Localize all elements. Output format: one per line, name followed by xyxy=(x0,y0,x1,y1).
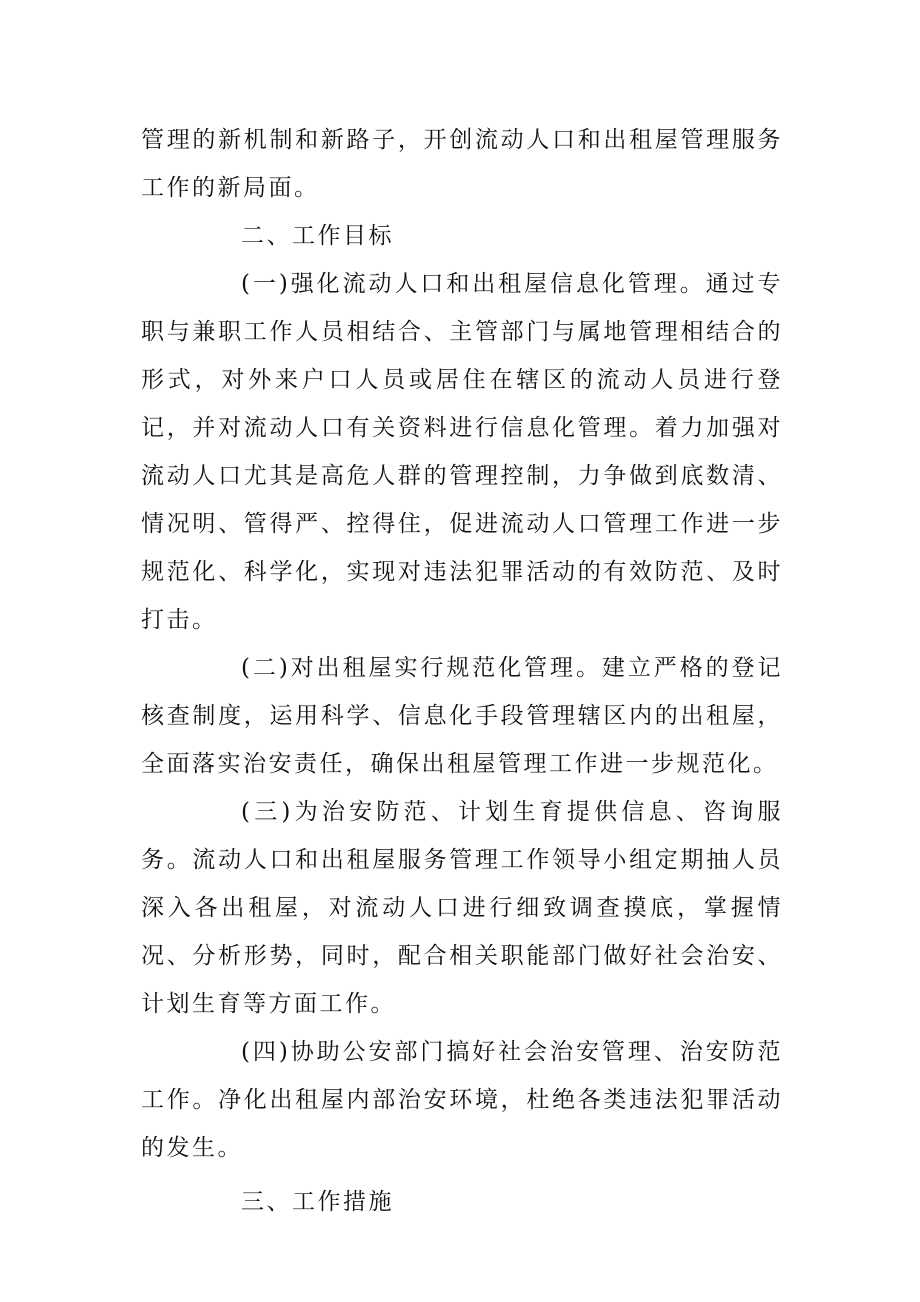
paragraph-goal-1: (一)强化流动人口和出租屋信息化管理。通过专职与兼职工作人员相结合、主管部门与属地管理相结合的形式，对外来户口人员或居住在辖区的流动人员进行登记，并对流动人口有关资料进行信息化管理。着力加强对流动人口尤其是高危人群的管理控制，力争做到底数清、情况明、管得严、控得住，促进流动人口管理工作进一步规范化、科学化，实现对违法犯罪活动的有效防范、及时打击。 xyxy=(141,271,783,633)
paragraph-goal-3: (三)为治安防范、计划生育提供信息、咨询服务。流动人口和出租屋服务管理工作领导小组定期抽人员深入各出租屋，对流动人口进行细致调查摸底，掌握情况、分析形势，同时，配合相关职能部门做好社会治安、计划生育等方面工作。 xyxy=(141,799,783,1017)
paragraph-goal-2: (二)对出租屋实行规范化管理。建立严格的登记核查制度，运用科学、信息化手段管理辖区内的出租屋，全面落实治安责任，确保出租屋管理工作进一步规范化。 xyxy=(141,655,783,777)
paragraph-continuation: 管理的新机制和新路子，开创流动人口和出租屋管理服务工作的新局面。 xyxy=(141,127,783,201)
section-heading-goals: 二、工作目标 xyxy=(241,223,394,249)
section-heading-measures: 三、工作措施 xyxy=(241,1189,394,1215)
paragraph-goal-4: (四)协助公安部门搞好社会治安管理、治安防范工作。净化出租屋内部治安环境，杜绝各类违法犯罪活动的发生。 xyxy=(141,1039,783,1161)
document-body xyxy=(141,116,783,1226)
